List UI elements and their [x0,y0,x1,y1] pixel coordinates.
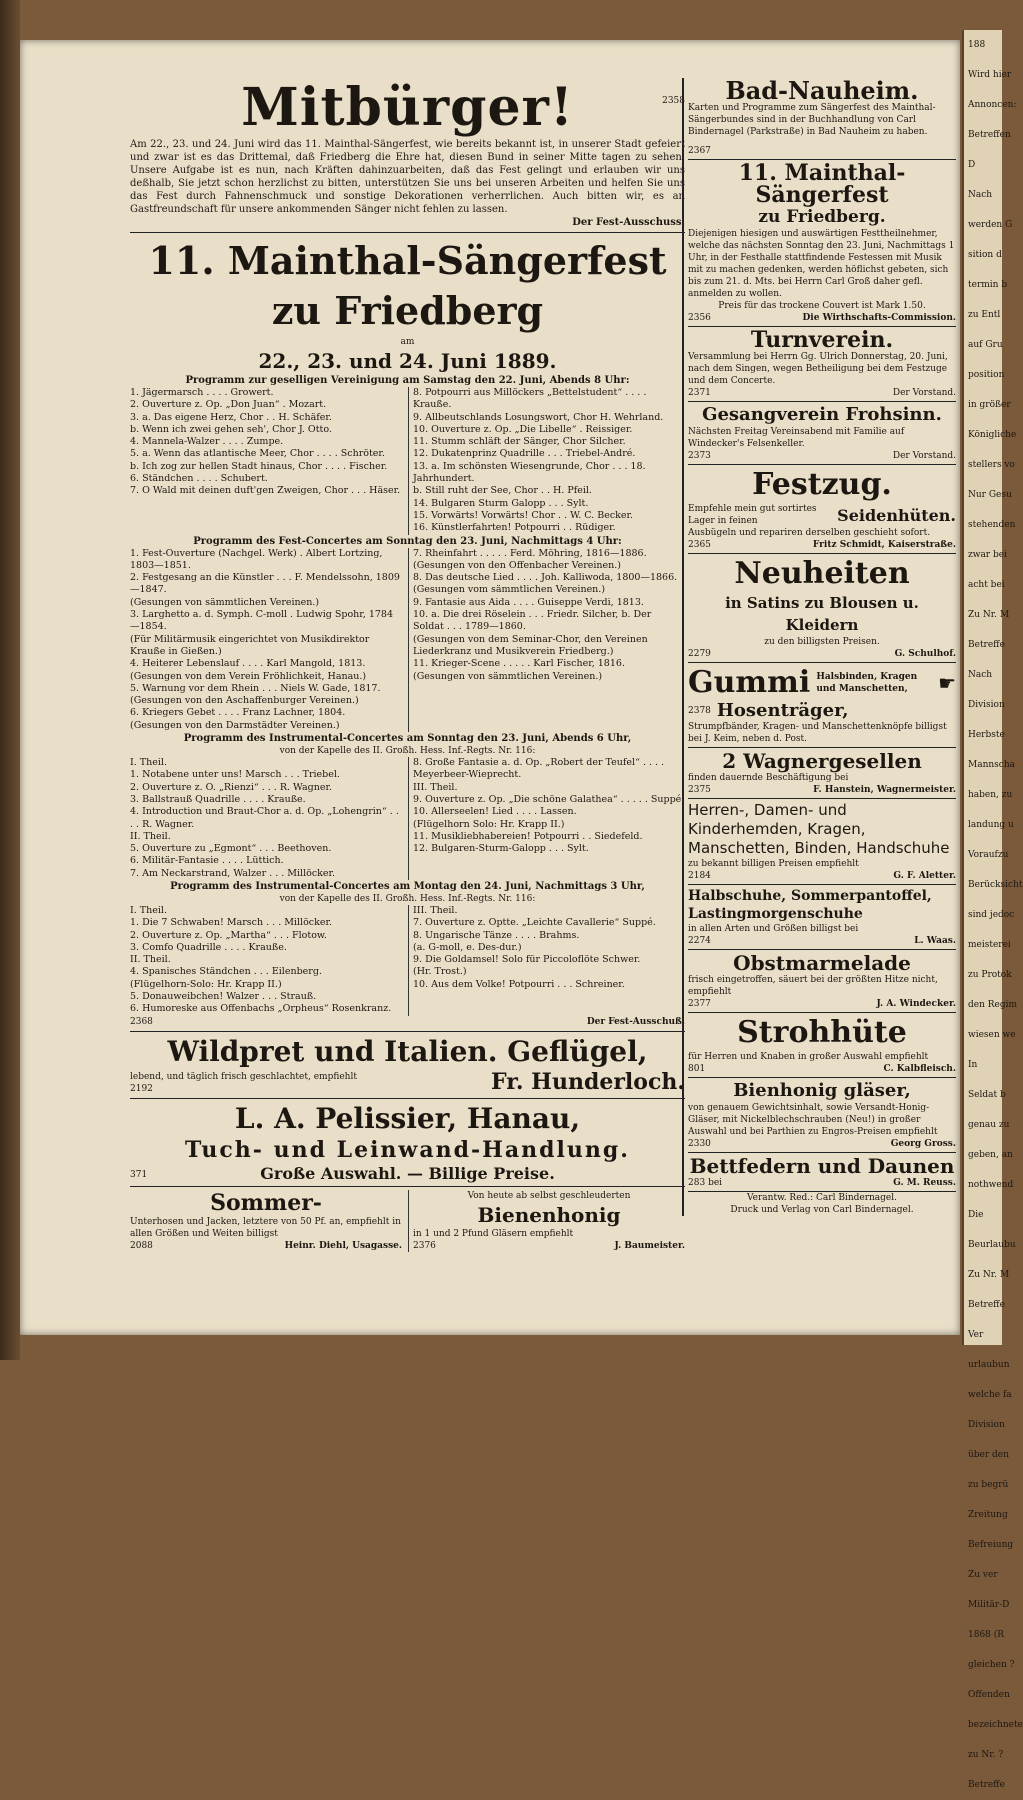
program-item: 9. Die Goldamsel! Solo für Piccoloflöte Schwer. [413,954,641,966]
program-item: 1. Die 7 Schwaben! Marsch . . . Millöcker. [130,917,333,929]
program-item: 7. Ouverture z. Optte. „Leichte Cavallerie“ Suppé. [413,917,656,929]
stroh-text: für Herren und Knaben in großer Auswahl empfiehlt [688,1052,929,1062]
side-page-fragment: Seldat b [968,1090,1006,1100]
commission-signature: Die Wirthschafts-Commission. [802,313,956,323]
program-item: III. Theil. [413,781,458,793]
side-page-fragment: zu Protok [968,970,1012,980]
side-page-fragment: termin b [968,280,1008,290]
side-page-fragment: wiesen we [968,1030,1016,1040]
program-item: 10. Aus dem Volke! Potpourri . . . Schreiner. [413,978,625,990]
sommer-text: Unterhosen und Jacken, letztere von 50 Pf. an, empfiehlt in allen Größen und Weiten billigst [130,1216,401,1239]
frohsinn-text: Nächsten Freitag Vereinsabend mit Familie auf Windecker's Felsenkeller. [688,427,905,449]
side-page-fragment: zu begrü [968,1480,1009,1490]
program-item: 7. O Wald mit deinen duft'gen Zweigen, Chor . . . Häser. [130,485,401,497]
side-page-fragment: haben, zu [968,790,1013,800]
ad-number: 2358 [662,96,685,106]
program-item: 10. Allerseelen! Lied . . . . Lassen. [413,806,577,818]
windecker-name: J. A. Windecker. [876,999,956,1009]
saengerfest-ad-text: Diejenigen hiesigen und auswärtigen Festtheilnehmer, welche das nächsten Sonntag den 23. Juni, Nachmittags 1 Uhr, in der Festhalle stattfindende Festessen mit Musik mit zu machen gedenken, werden höflichst gebeten, sich bis zum 21. d. Mts. bei Herrn Carl Groß daher gefl. anmelden zu wollen. [688,229,955,299]
program-item: 3. Comfo Quadrille . . . . Krauße. [130,941,287,953]
program-item: 2. Ouverture z. Op. „Don Juan“ . Mozart. [130,399,327,411]
left-column [130,78,685,1252]
program-item: 9. Ouverture z. Op. „Die schöne Galathea“ . . . . . Suppé. [413,793,685,805]
imprint-editor: Verantw. Red.: Carl Bindernagel. [746,1193,898,1203]
baumeister-name: J. Baumeister. [614,1240,685,1251]
program-item: (Gesungen von sämmtlichen Vereinen.) [130,596,320,608]
program-item: 10. Ouverture z. Op. „Die Libelle“ . Reissiger. [413,423,633,435]
prog2-list [130,548,685,732]
obst-title: Obstmarmelade [733,951,911,975]
side-page-fragment: Division [968,1420,1005,1430]
ad-number: 2184 [688,871,711,881]
side-page-fragment: Zu Nr. M [968,1270,1010,1280]
program-item: (Gesungen vom sämmtlichen Vereinen.) [413,584,606,596]
program-item: 13. a. Im schönsten Wiesengrunde, Chor . . . 18. Jahrhundert. [413,460,646,485]
pelissier-title: L. A. Pelissier, Hanau, [234,1101,581,1135]
neuheiten-sub: in Satins zu Blousen u. Kleidern [725,594,919,634]
program-item: 6. Ständchen . . . . Schubert. [130,473,268,485]
ad-number: 801 [688,1064,706,1074]
side-page-fragment: den Regim [968,1000,1018,1010]
ad-number: 2367 [688,146,711,156]
prog2-heading: Programm des Fest-Concertes am Sonntag den 23. Juni, Nachmittags 4 Uhr: [193,535,622,547]
side-page-fragment: D [968,160,976,170]
aletter-name: G. F. Aletter. [893,871,956,881]
program-item: 5. Donauweibchen! Walzer . . . Strauß. [130,991,317,1003]
wagner-text: finden dauernde Beschäftigung bei [688,773,849,783]
program-item: (Für Militärmusik eingerichtet von Musikdirektor Krauße in Gießen.) [130,633,370,657]
honig-title: Bienenhonig [477,1202,621,1227]
gummi-items: Halsbinden, Kragen und Manschetten, [816,671,918,694]
honig-ad [408,1190,685,1252]
program-item: 6. Kriegers Gebet . . . . Franz Lachner, 1804. [130,707,346,719]
wagner-title: 2 Wagnergesellen [722,749,922,773]
ad-number: 2377 [688,999,711,1009]
prog4-heading: Programm des Instrumental-Concertes am Montag den 24. Juni, Nachmittags 3 Uhr, [170,880,645,892]
program-item: 2. Festgesang an die Künstler . . . F. Mendelssohn, 1809—1847. [130,572,400,596]
program-item: 2. Ouverture z. O. „Rienzi“ . . . R. Wagner. [130,781,332,793]
mitbuerger-title: Mitbürger! [241,77,574,138]
prog1-heading: Programm zur geselligen Vereinigung am Samstag den 22. Juni, Abends 8 Uhr: [185,375,630,386]
mitbuerger-text: Am 22., 23. und 24. Juni wird das 11. Mainthal-Sängerfest, wie bereits bekannt ist, in unserer Stadt gefeiert und zwar ist es das Drittemal, daß Friedberg die Ehre hat, diesen Bund in seiner Mitte tagen zu sehen. Unsere Aufgabe ist es nun, nach Kräften dahinzuarbeiten, daß das Fest gelingt und erlauben wir uns deßhalb, Sie jetzt schon herzlichst zu bitten, unterstützen Sie uns bei unseren Arbeiten und helfen Sie uns das Fest durch Fahnenschmuck und sonstige Dekorationen verherrlichen. Auch bitten wir, es an Gastfreundschaft für unsere ankommenden Sänger nicht fehlen zu lassen. [130,139,685,215]
wildpret-title: Wildpret und Italien. Geflügel, [167,1034,648,1068]
side-page-fragment: landung u [968,820,1014,830]
program-item: 14. Bulgaren Sturm Galopp . . . Sylt. [413,497,589,509]
bett-title: Bettfedern und Daunen [689,1154,955,1178]
program-item: 7. Am Neckarstrand, Walzer . . . Millöcker. [130,867,336,879]
program-item: 6. Humoreske aus Offenbachs „Orpheus“ Rosenkranz. [130,1003,392,1015]
side-page-fragment: zu Entl [968,310,1001,320]
ad-number: 2373 [688,451,711,461]
prog-signature: Der Fest-Ausschuß. [586,1016,685,1027]
wildpret-text: lebend, und täglich frisch geschlachtet, empfiehlt [130,1071,357,1082]
program-item: 5. Ouverture zu „Egmont“ . . . Beethoven. [130,843,332,855]
side-page-fragment: acht bei [968,580,1005,590]
nauheim-title: Bad-Nauheim. [725,76,919,105]
festzug-text2: Ausbügeln und repariren derselben geschieht sofort. [688,528,931,538]
obst-text: frisch eingetroffen, säuert bei der größten Hitze nicht, empfiehlt [688,975,938,997]
side-page-fragment: werden G [968,220,1013,230]
program-item: 3. Ballstrauß Quadrille . . . . Krauße. [130,793,306,805]
program-item: 1. Notabene unter uns! Marsch . . . Triebel. [130,769,340,781]
program-item: (Gesungen von dem Verein Fröhlichkeit, Hanau.) [130,670,367,682]
program-item: 1. Fest-Ouverture (Nachgel. Werk) . Albert Lortzing, 1803—1851. [130,547,383,571]
bien-text: von genauem Gewichtsinhalt, sowie Versandt-Honig-Gläser, mit Nickelblechschrauben (Neu!) in großer Auswahl und bei Parthien zu Engros-Preisen empfiehlt [688,1103,938,1137]
program-item: I. Theil. [130,757,167,769]
program-item: 8. Das deutsche Lied . . . . Joh. Kalliwoda, 1800—1866. [413,572,678,584]
program-item: (a. G-moll, e. Des-dur.) [413,941,522,953]
prog3-sub: von der Kapelle des II. Großh. Hess. Inf.-Regts. Nr. 116: [279,746,536,757]
program-item: 4. Introduction und Braut-Chor a. d. Op. „Lohengrin“ . . . . R. Wagner. [130,806,399,830]
side-page-fragment: Betreffe [968,640,1005,650]
hanstein-name: F. Hanstein, Wagnermeister. [813,785,956,795]
program-item: (Gesungen von den Offenbacher Vereinen.) [413,559,621,571]
gummi-title: Gummi [688,665,811,700]
strohhuete-title: Strohhüte [737,1015,907,1050]
vorstand-signature: Der Vorstand. [892,388,956,398]
side-page-fragment: auf Gru [968,340,1003,350]
program-item: 6. Militär-Fantasie . . . . Lüttich. [130,855,284,867]
program-item: b. Wenn ich zwei gehen seh', Chor J. Otto. [130,423,332,435]
side-page-fragment: Betreffe [968,1300,1005,1310]
sommer-title: Sommer- [210,1189,322,1216]
program-item: 11. Krieger-Scene . . . . . Karl Fischer, 1816. [413,658,625,670]
side-page-fragment: geben, an [968,1150,1013,1160]
neuheiten-text: zu den billigsten Preisen. [764,637,880,647]
side-page-fragment: in größer [968,400,1011,410]
side-page-fragment: Mannscha [968,760,1015,770]
side-page-fragment: zu Nr. ? [968,1750,1004,1760]
ad-number: 2375 [688,785,711,795]
side-page-fragment: In [968,1060,978,1070]
program-item: II. Theil. [130,954,171,966]
side-page-fragment: Wird hier [968,70,1012,80]
side-page-fragment: stellers vo [968,460,1015,470]
side-page-fragment: gleichen ? [968,1660,1015,1670]
ad-number: 2356 [688,313,711,323]
honig-text: in 1 und 2 Pfund Gläsern empfiehlt [413,1228,574,1239]
program-item: b. Ich zog zur hellen Stadt hinaus, Chor . . . . Fischer. [130,460,388,472]
side-page-fragment: Nur Gesu [968,490,1012,500]
side-page-fragment: 1868 (R [968,1630,1005,1640]
saengerfest-title: 11. Mainthal-Sängerfest zu Friedberg [148,238,667,333]
ad-number: 2365 [688,540,711,550]
side-page-fragment: welche fa [968,1390,1012,1400]
side-page-fragment: Betreffe [968,1780,1005,1790]
side-page-fragment: Herbste [968,730,1005,740]
program-item: 12. Dukatenprinz Quadrille . . . Triebel-André. [413,448,636,460]
program-item: (Hr. Trost.) [413,966,467,978]
pointing-hand-icon: ☛ [938,670,956,695]
festzug-text: Empfehle mein gut sortirtes Lager in feinen [688,504,817,526]
program-item: 3. Larghetto a. d. Symph. C-moll . Ludwig Spohr, 1784—1854. [130,609,394,633]
side-page-fragment: sition d [968,250,1002,260]
program-item: (Gesungen von sämmtlichen Vereinen.) [413,670,603,682]
prog1-left [130,387,402,535]
side-page-fragment: Betreffen [968,130,1011,140]
program-item: 11. Musikliebhabereien! Potpourri . . Siedefeld. [413,830,643,842]
waas-name: L. Waas. [914,936,956,946]
ad-number: 2279 [688,649,711,659]
program-item: (Gesungen von dem Seminar-Chor, den Vereinen Liederkranz und Musikverein Friedberg.) [413,633,648,657]
turnverein-title: Turnverein. [750,327,894,353]
side-page-fragment: über den [968,1450,1009,1460]
side-page-fragment: Voraufzu [968,850,1009,860]
program-item: 8. Große Fantasie a. d. Op. „Robert der Teufel“ . . . . Meyerbeer-Wieprecht. [413,757,665,781]
adjacent-page-edge [962,30,1023,1790]
side-page-fragment: zwar bei [968,550,1007,560]
am-label: am [400,337,415,347]
ad-number: 283 [688,1178,706,1188]
side-page-fragment: urlaubun [968,1360,1010,1370]
prog3-heading: Programm des Instrumental-Concertes am Sonntag den 23. Juni, Abends 6 Uhr, [183,733,632,745]
program-item: 2. Ouverture z. Op. „Martha“ . . . Flotow. [130,929,327,941]
side-page-fragment: meisterei [968,940,1011,950]
program-item: 4. Spanisches Ständchen . . . Eilenberg. [130,966,322,978]
side-page-fragment: Militär-D [968,1600,1010,1610]
turnverein-text: Versammlung bei Herrn Gg. Ulrich Donnerstag, 20. Juni, nach dem Singen, wegen Betheiligung bei dem Festzuge und dem Concerte. [688,352,948,386]
side-page-fragment: Nach [968,670,993,680]
program-item: 5. a. Wenn das atlantische Meer, Chor . . . . Schröter. [130,448,385,460]
side-page-fragment: Zreitung [968,1510,1008,1520]
program-item: 10. a. Die drei Röselein . . . Friedr. Silcher, b. Der Soldat . . . 1789—1860. [413,609,652,633]
program-item: 4. Mannela-Walzer . . . . Zumpe. [130,436,284,448]
side-page-fragment: nothwend [968,1180,1014,1190]
gummi-rest: Strumpfbänder, Kragen- und Manschettenknöpfe billigst bei J. Keim, neben d. Post. [688,722,947,744]
program-item: 4. Heiterer Lebenslauf . . . . Karl Mangold, 1813. [130,658,366,670]
right-column [682,78,956,1216]
program-item: (Flügelhorn Solo: Hr. Krapp II.) [413,818,565,830]
schmidt-name: Fritz Schmidt, Kaiserstraße. [812,540,956,550]
program-item: (Gesungen von den Darmstädter Vereinen.) [130,719,340,731]
hunderloch-name: Fr. Hunderloch. [491,1068,685,1095]
bien-title: Bienhonig gläser, [733,1080,911,1101]
ad-number: 2088 [130,1240,153,1251]
prog1-list [130,387,685,535]
frohsinn-title: Gesangverein Frohsinn. [702,404,942,425]
side-page-fragment: Nach [968,190,993,200]
sommer-ad [130,1190,402,1252]
program-item: 11. Stumm schläft der Sänger, Chor Silcher. [413,436,626,448]
herren-title: Herren-, Damen- und Kinderhemden, Kragen, Manschetten, Binden, Handschuhe [688,801,950,857]
schuhe-title: Halbschuhe, Sommerpantoffel, Lastingmorgenschuhe [688,888,932,922]
pelissier-sub: Tuch- und Leinwand-Handlung. [185,1136,630,1163]
program-item: (Flügelhorn-Solo: Hr. Krapp II.) [130,978,282,990]
side-page-fragment: Ver [968,1330,984,1340]
festzug-title: Festzug. [752,467,892,502]
side-page-fragment: sind jedoc [968,910,1015,920]
pelissier-line: Große Auswahl. — Billige Preise. [260,1163,555,1183]
program-item: 3. a. Das eigene Herz, Chor . . H. Schäfer. [130,411,332,423]
program-item: III. Theil. [413,904,458,916]
saengerfest-ad-sub: zu Friedberg. [758,207,886,227]
side-page-fragment: Die [968,1210,984,1220]
program-item: I. Theil. [130,904,167,916]
program-item: 1. Jägermarsch . . . . Growert. [130,387,274,398]
side-page-fragment: 188 [968,40,986,50]
ad-number: 2376 [413,1240,436,1251]
schulhof-name: G. Schulhof. [894,649,956,659]
side-page-fragment: Division [968,700,1005,710]
side-page-fragment: Annoncen: [968,100,1017,110]
side-page-fragment: position [968,370,1005,380]
imprint-publisher: Druck und Verlag von Carl Bindernagel. [730,1205,914,1215]
prog1-right [408,387,685,535]
ad-number: 2371 [688,388,711,398]
program-item: II. Theil. [130,830,171,842]
prog4-sub: von der Kapelle des II. Großh. Hess. Inf.-Regts. Nr. 116: [279,893,536,904]
program-item: 12. Bulgaren-Sturm-Galopp . . . Sylt. [413,843,589,855]
program-item: 8. Potpourri aus Millöckers „Bettelstudent“ . . . . Krauße. [413,387,647,411]
schuhe-text: in allen Arten und Größen billigst bei [688,924,859,934]
side-page-fragment: Königliche [968,430,1017,440]
side-page-fragment: Offenden [968,1690,1010,1700]
honig-top: Von heute ab selbst geschleuderten [467,1190,631,1201]
program-item: 9. Allbeutschlands Losungswort, Chor H. Wehrland. [413,411,664,423]
reuss-name: G. M. Reuss. [893,1178,956,1188]
ad-number: 2274 [688,936,711,946]
program-item: (Gesungen von den Aschaffenburger Vereinen.) [130,695,359,707]
bei-label: bei [708,1178,723,1188]
ad-number: 2192 [130,1083,153,1094]
prog3-list [130,757,685,880]
nauheim-text: Karten und Programme zum Sängerfest des Mainthal-Sängerbundes sind in der Buchhandlung von Carl Bindernagel (Parkstraße) in Bad Nauheim zu haben. [688,103,936,137]
ad-number: 2368 [130,1016,153,1027]
book-binding [0,0,20,1360]
program-item: 15. Vorwärts! Vorwärts! Chor . . W. C. Becker. [413,509,634,521]
vorstand-signature: Der Vorstand. [892,451,956,461]
program-item: 8. Ungarische Tänze . . . . Brahms. [413,929,580,941]
program-item: 9. Fantasie aus Aida . . . . Guiseppe Verdi, 1813. [413,596,644,608]
diehl-name: Heinr. Diehl, Usagasse. [284,1240,402,1251]
saengerfest-price: Preis für das trockene Couvert ist Mark 1.50. [718,301,926,311]
seidenhueten: Seidenhüten. [837,505,956,525]
kalbfleisch-name: C. Kalbfleisch. [883,1064,956,1074]
program-item: 16. Künstlerfahrten! Potpourri . . Rüdiger. [413,522,616,534]
gross-name: Georg Gross. [890,1139,956,1149]
herren-text: zu bekannt billigen Preisen empfiehlt [688,859,859,869]
program-item: 7. Rheinfahrt . . . . . Ferd. Möhring, 1816—1886. [413,547,647,559]
neuheiten-title: Neuheiten [734,556,910,591]
ad-number: 2330 [688,1139,711,1149]
program-item: b. Still ruht der See, Chor . . H. Pfeil. [413,485,592,497]
side-page-fragment: stehenden [968,520,1016,530]
fest-ausschuss-signature: Der Fest-Ausschuss. [572,217,685,228]
ad-number: 2378 [688,705,711,716]
side-page-fragment: genau zu [968,1120,1010,1130]
fest-dates: 22., 23. und 24. Juni 1889. [258,349,557,373]
hosentraeger: Hosenträger, [716,700,849,721]
side-page-fragment: Zu Nr. M [968,610,1010,620]
side-page-fragment: Beurlaubu [968,1240,1016,1250]
saengerfest-ad-title: 11. Mainthal-Sängerfest [738,160,906,208]
side-page-fragment: Befreiung [968,1540,1014,1550]
side-page-fragment: bezeichnete [968,1720,1023,1730]
ad-number: 371 [130,1169,148,1180]
side-page-fragment: Zu ver [968,1570,998,1580]
program-item: 5. Warnung vor dem Rhein . . . Niels W. Gade, 1817. [130,682,381,694]
side-page-fragment: Berücksicht [968,880,1023,890]
prog4-list [130,905,685,1016]
